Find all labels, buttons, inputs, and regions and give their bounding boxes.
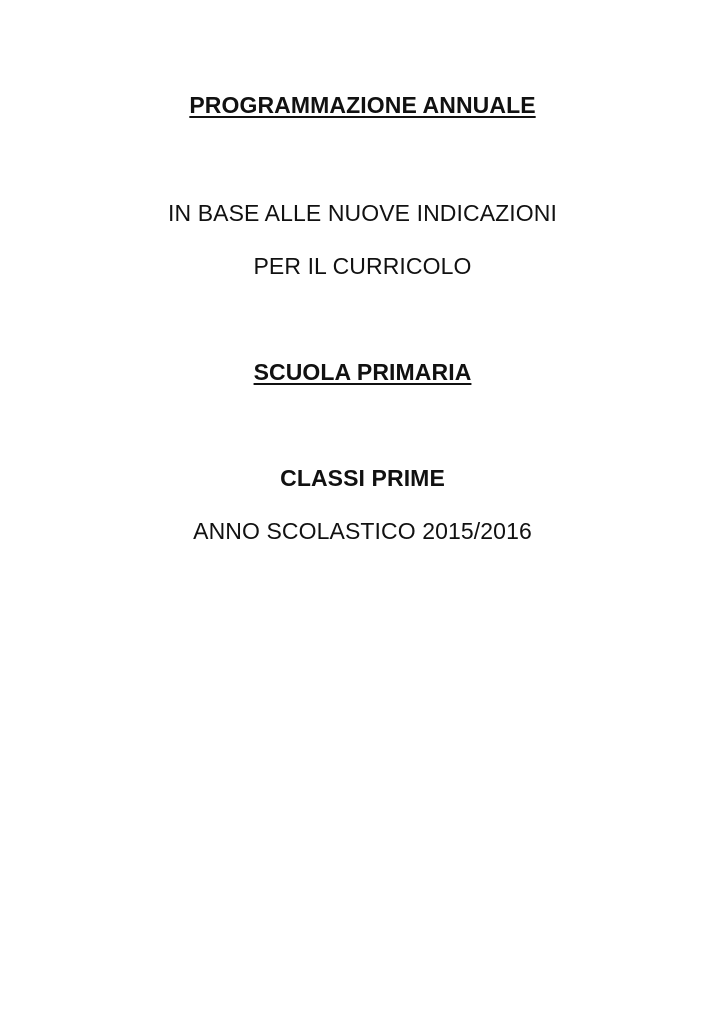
document-title: PROGRAMMAZIONE ANNUALE [189, 92, 536, 118]
classes-heading: CLASSI PRIME [280, 465, 445, 491]
subtitle-line-1: IN BASE ALLE NUOVE INDICAZIONI [168, 200, 557, 226]
subtitle-line-2: PER IL CURRICOLO [253, 253, 472, 279]
school-heading: SCUOLA PRIMARIA [253, 359, 472, 385]
school-year: ANNO SCOLASTICO 2015/2016 [193, 518, 532, 544]
